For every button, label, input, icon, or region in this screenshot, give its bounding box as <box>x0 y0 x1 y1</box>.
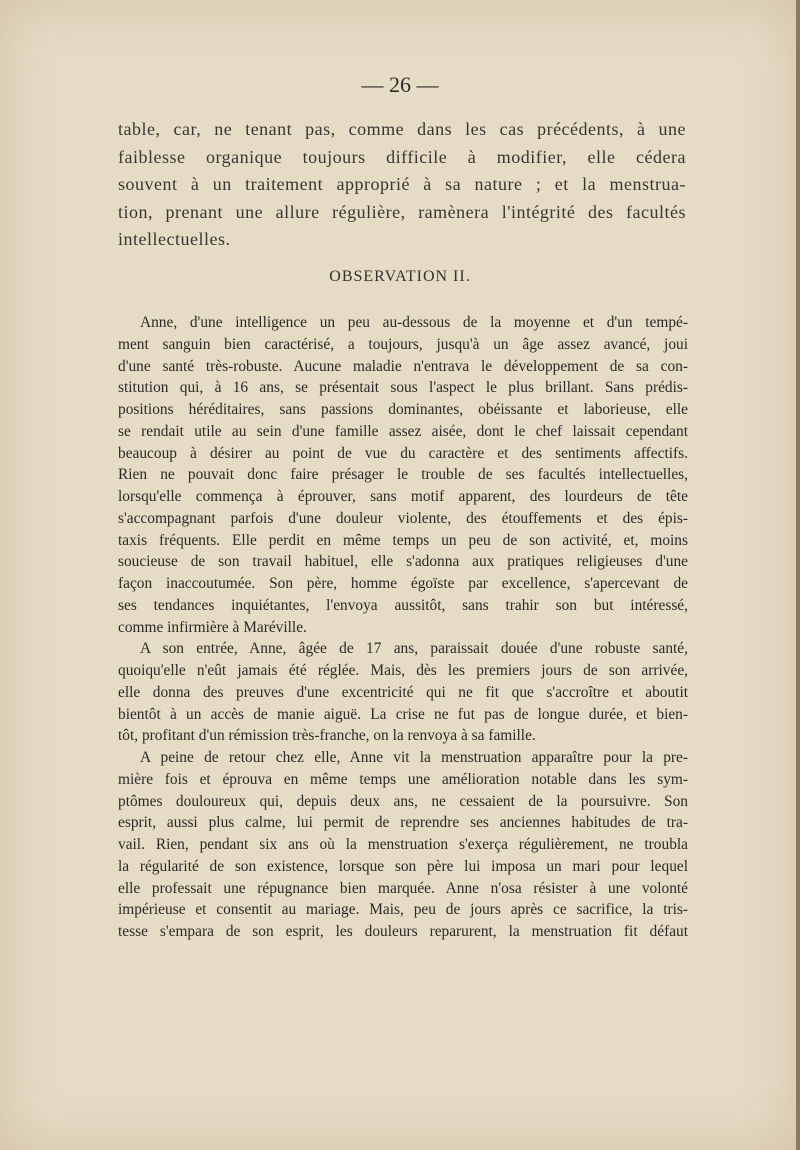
body-line: beaucoup à désirer au point de vue du caractère et des sentiments affectifs. <box>118 444 688 462</box>
section-title: OBSERVATION II. <box>329 268 471 285</box>
body-line: positions héréditaires, sans passions dominantes, obéissante et laborieuse, elle <box>118 401 688 418</box>
intro-line: intellectuelles. <box>118 229 231 250</box>
body-line: façon inaccoutumée. Son père, homme égoïste par excellence, s'apercevant de <box>118 575 688 592</box>
body-line: A peine de retour chez elle, Anne vit la menstruation apparaître pour la pre- <box>140 749 688 766</box>
observation-body <box>118 312 688 943</box>
intro-line: souvent à un traitement approprié à sa nature ; et la menstrua- <box>118 174 686 195</box>
body-line: esprit, aussi plus calme, lui permit de reprendre ses anciennes habitudes de tra- <box>118 814 688 832</box>
body-line: tôt, profitant d'un rémission très-franche, on la renvoya à sa famille. <box>118 727 536 745</box>
body-line: ptômes douloureux qui, depuis deux ans, ne cessaient de la poursuivre. Son <box>118 792 688 810</box>
body-line: s'accompagnant parfois d'une douleur violente, des étouffements et des épis- <box>118 509 688 527</box>
body-line: impérieuse et consentit au mariage. Mais, peu de jours après ce sacrifice, la tris- <box>118 901 688 919</box>
intro-line: faiblesse organique toujours difficile à modifier, elle cédera <box>118 146 686 167</box>
body-line: Rien ne pouvait donc faire présager le trouble de ses facultés intellectuelles, <box>118 466 688 484</box>
intro-line: tion, prenant une allure régulière, ramènera l'intégrité des facultés <box>118 201 686 222</box>
body-line: stitution qui, à 16 ans, se présentait sous l'aspect le plus brillant. Sans prédis- <box>118 379 688 397</box>
body-line: vail. Rien, pendant six ans où la menstruation s'exerça régulièrement, ne troubla <box>118 836 688 853</box>
body-line: A son entrée, Anne, âgée de 17 ans, paraissait douée d'une robuste santé, <box>140 640 688 658</box>
body-line: bientôt à un accès de manie aiguë. La crise ne fut pas de longue durée, et bien- <box>118 705 688 723</box>
intro-paragraph <box>118 116 686 254</box>
body-line: d'une santé très-robuste. Aucune maladie n'entrava le développement de sa con- <box>118 357 688 375</box>
body-line: Anne, d'une intelligence un peu au-dessous de la moyenne et d'un tempé- <box>140 314 688 331</box>
body-line: elle professait une répugnance bien marquée. Anne n'osa résister à une volonté <box>118 879 688 897</box>
body-line: elle donna des preuves d'une excentricité qui ne fit que s'accroître et aboutit <box>118 683 688 701</box>
body-line: taxis fréquents. Elle perdit en même temps un peu de son activité, et, moins <box>118 531 688 549</box>
body-line: ment sanguin bien caractérisé, a toujours, jusqu'à un âge assez avancé, joui <box>118 335 688 353</box>
page-edge <box>796 0 800 1150</box>
body-line: lorsqu'elle commença à éprouver, sans motif apparent, des lourdeurs de tête <box>118 488 688 505</box>
body-line: comme infirmière à Maréville. <box>118 618 307 636</box>
body-line: ses tendances inquiétantes, l'envoya aussitôt, sans trahir son but intéressé, <box>118 596 688 614</box>
body-line: tesse s'empara de son esprit, les douleurs reparurent, la menstruation fit défaut <box>118 923 688 940</box>
intro-line: table, car, ne tenant pas, comme dans les cas précédents, à une <box>118 119 686 139</box>
body-line: la régularité de son existence, lorsque son père lui imposa un mari pour lequel <box>118 857 688 875</box>
body-line: quoiqu'elle n'eût jamais été réglée. Mais, dès les premiers jours de son arrivée, <box>118 662 688 679</box>
body-line: soucieuse de son travail habituel, elle s'adonna aux pratiques religieuses d'une <box>118 553 688 571</box>
body-line: se rendait utile au sein d'une famille assez aisée, dont le chef laissait cependant <box>118 422 688 440</box>
body-line: mière fois et éprouva en même temps une amélioration notable dans les sym- <box>118 770 688 788</box>
page-number: — 26 — <box>361 72 439 97</box>
